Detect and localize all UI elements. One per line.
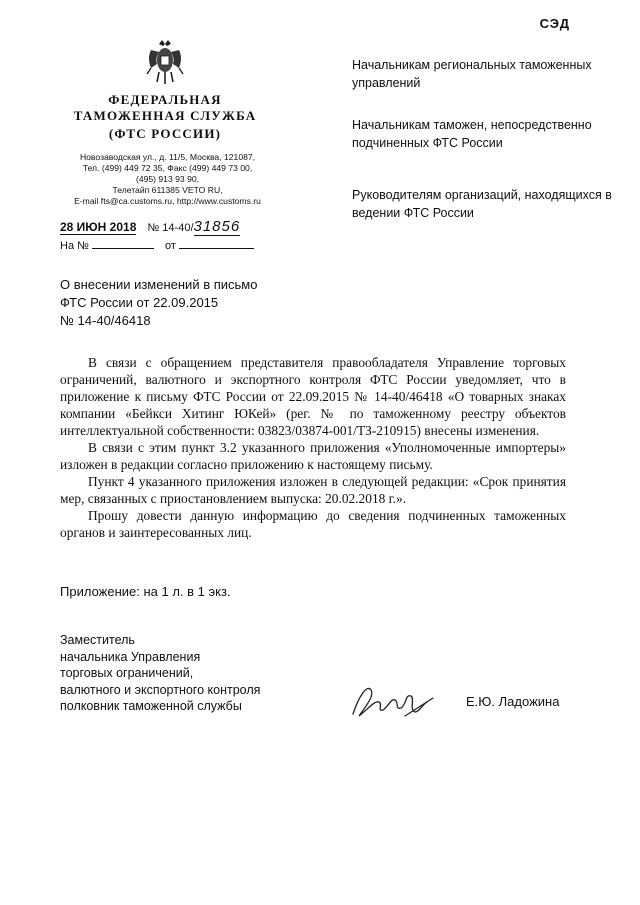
registration-number-prefix: № 14-40/ [147, 222, 194, 234]
russian-coat-of-arms-icon [145, 38, 185, 86]
subject-line3: № 14-40/46418 [60, 313, 151, 328]
reply-number-label: На № [60, 240, 89, 252]
body-paragraph-1: В связи с обращением представителя правообладателя Управление торговых ограничений, валютного и экспортного контроля ФТС России уведомляет, что в приложение к письму ФТС России от 22.09.2015 № 14-40/46418 «О товарных знаках компании «Бейкси Хитинг ЮКей» (рег. № по таможенному реестру объектов интеллектуальной собственности: 03823/03874-001/ТЗ-210915) внесены изменения. [60, 355, 566, 438]
sed-mark: СЭД [539, 16, 570, 31]
signer-line1: Заместитель [60, 633, 135, 647]
signer-line5: полковник таможенной службы [60, 699, 242, 713]
addressee-2: Начальникам таможен, непосредственно подчиненных ФТС России [352, 118, 592, 150]
signer-line3: торговых ограничений, [60, 666, 194, 680]
registration-date: 28 ИЮН 2018 [60, 220, 137, 234]
org-phone: Тел. (499) 449 72 35, Факс (499) 449 73 00, [82, 163, 253, 173]
org-name-line3: (ФТС РОССИИ) [108, 126, 222, 141]
appendix-note: Приложение: на 1 л. в 1 экз. [60, 584, 231, 599]
subject-line2: ФТС России от 22.09.2015 [60, 295, 219, 310]
signer-name: Е.Ю. Ладожина [466, 694, 560, 709]
registration-number-handwritten: 31856 [193, 218, 241, 235]
subject-line1: О внесении изменений в письмо [60, 277, 258, 292]
letter-body [60, 354, 566, 541]
letter-subject [60, 276, 320, 330]
reply-date-blank [179, 248, 254, 249]
signer-title [60, 632, 320, 715]
addressee-3: Руководителям организаций, находящихся в ведении ФТС России [352, 188, 612, 220]
body-paragraph-2: В связи с этим пункт 3.2 указанного приложения «Уполномоченные импортеры» изложен в редакции согласно приложению к настоящему письму. [60, 440, 566, 472]
org-phone2: (495) 913 93 90, [135, 174, 200, 184]
org-name-line2: ТАМОЖЕННАЯ СЛУЖБА [73, 108, 257, 123]
reply-reference-line [60, 240, 254, 252]
addressee-1: Начальникам региональных таможенных управлений [352, 58, 592, 90]
org-name-line1: ФЕДЕРАЛЬНАЯ [108, 92, 222, 107]
signer-line4: валютного и экспортного контроля [60, 682, 261, 697]
body-paragraph-4: Прошу довести данную информацию до сведения подчиненных таможенных органов и заинтересованных лиц. [60, 508, 566, 540]
body-paragraph-3: Пункт 4 указанного приложения изложен в следующей редакции: «Срок принятия мер, связанных с приостановлением выпуска: 20.02.2018 г.». [60, 474, 566, 506]
org-teletype: Телетайп 611385 VETO RU, [112, 185, 223, 195]
signer-line2: начальника Управления [60, 649, 201, 664]
reply-from-label: от [165, 240, 176, 252]
reply-number-blank [92, 248, 154, 249]
org-address: Новозаводская ул., д. 11/5, Москва, 121087, [79, 152, 256, 162]
registration-line [60, 218, 285, 236]
handwritten-signature [345, 676, 440, 726]
org-email: E-mail fts@ca.customs.ru, http://www.customs.ru [74, 196, 261, 206]
